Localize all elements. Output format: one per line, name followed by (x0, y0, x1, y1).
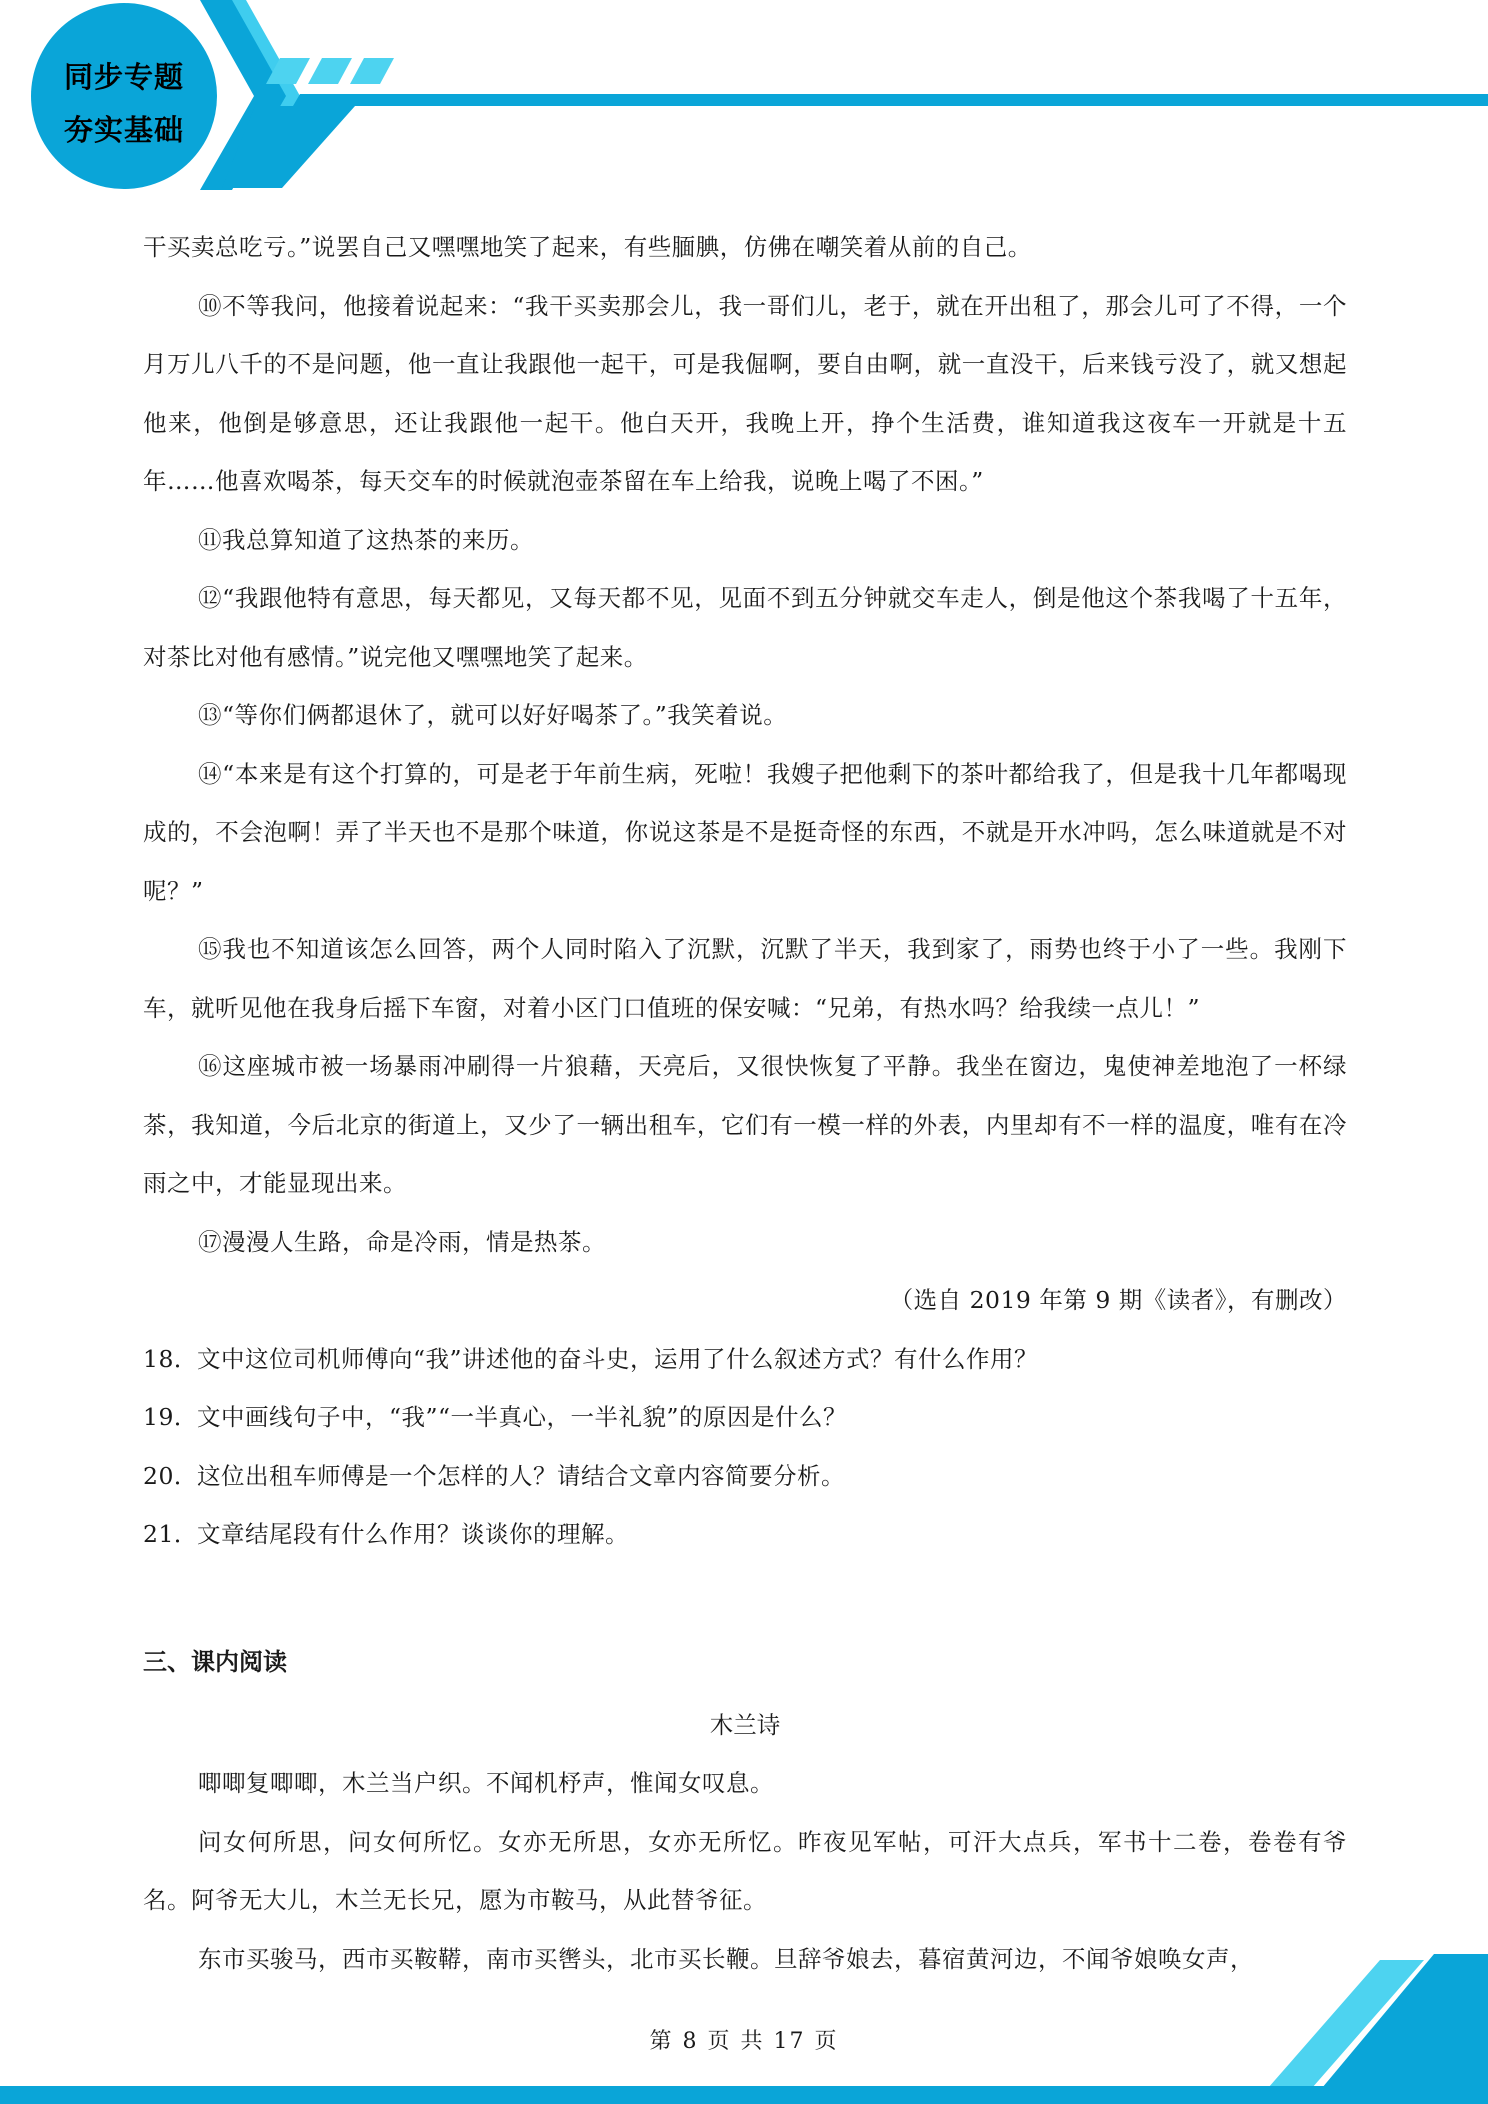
question-number: 20． (143, 1461, 198, 1490)
article-paragraph: 干买卖总吃亏。”说罢自己又嘿嘿地笑了起来，有些腼腆，仿佛在嘲笑着从前的自己。 (143, 233, 1032, 261)
article-paragraph: ⑬“等你们俩都退休了，就可以好好喝茶了。”我笑着说。 (198, 701, 788, 729)
article-paragraph: ⑭“本来是有这个打算的，可是老于年前生病，死啦！我嫂子把他剩下的茶叶都给我了，但是我十几年都喝现成的，不会泡啊！弄了半天也不是那个味道，你说这茶是不是挺奇怪的东西，不就是开水冲吗，怎么味道就是不对呢？” (143, 759, 1347, 905)
section-title: 三、课内阅读 (143, 1647, 287, 1676)
footer-bar (0, 2086, 1488, 2104)
article-paragraph: ⑪我总算知道了这热茶的来历。 (198, 525, 534, 554)
header-stripe-2 (308, 58, 352, 84)
article-source: （选自 2019 年第 9 期《读者》，有删改） (889, 1286, 1347, 1314)
badge-line-1: 同步专题 (63, 60, 184, 94)
question-number: 19． (143, 1403, 198, 1431)
poem-paragraph: 唧唧复唧唧，木兰当户织。不闻机杼声，惟闻女叹息。 (198, 1769, 774, 1797)
question-number: 21． (143, 1520, 198, 1548)
question-text: 文章结尾段有什么作用？谈谈你的理解。 (197, 1520, 629, 1548)
badge-line-2: 夯实基础 (63, 113, 184, 147)
article-paragraph: ⑩不等我问，他接着说起来：“我干买卖那会儿，我一哥们儿，老于，就在开出租了，那会儿可了不得，一个月万儿八千的不是问题，他一直让我跟他一起干，可是我倔啊，要自由啊，就一直没干，后来钱亏没了，就又想起他来，他倒是够意思，还让我跟他一起干。他白天开，我晚上开，挣个生活费，谁知道我这夜车一开就是十五年……他喜欢喝茶，每天交车的时候就泡壶茶留在车上给我，说晚上喝了不困。” (143, 291, 1347, 495)
page-number: 第 8 页 共 17 页 (649, 2029, 839, 2054)
header-line (293, 94, 1488, 106)
question-item (143, 1447, 1347, 1506)
header-stripe-3 (350, 58, 394, 84)
article-paragraph: ⑯这座城市被一场暴雨冲刷得一片狼藉，天亮后，又很快恢复了平静。我坐在窗边，鬼使神差地泡了一杯绿茶，我知道，今后北京的街道上，又少了一辆出租车，它们有一模一样的外表，内里却有不一样的温度，唯有在冷雨之中，才能显现出来。 (143, 1052, 1347, 1197)
header-badge-circle (31, 3, 217, 189)
question-item (143, 1388, 1347, 1447)
question-text: 文中画线句子中，“我”“一半真心，一半礼貌”的原因是什么？ (197, 1403, 848, 1431)
poem-paragraph: 东市买骏马，西市买鞍鞯，南市买辔头，北市买长鞭。旦辞爷娘去，暮宿黄河边，不闻爷娘唤女声， (198, 1944, 1254, 1973)
question-text: 这位出租车师傅是一个怎样的人？请结合文章内容简要分析。 (197, 1461, 845, 1490)
question-item (143, 1330, 1347, 1389)
page-content (143, 218, 1347, 1988)
header-banner (0, 0, 1488, 200)
question-item (143, 1505, 1347, 1564)
question-number: 18． (143, 1344, 198, 1373)
article-paragraph: ⑰漫漫人生路，命是冷雨，情是热茶。 (198, 1227, 606, 1256)
article-paragraph: ⑫“我跟他特有意思，每天都见，又每天都不见，见面不到五分钟就交车走人，倒是他这个茶我喝了十五年，对茶比对他有感情。”说完他又嘿嘿地笑了起来。 (143, 584, 1347, 671)
poem-paragraph: 问女何所思，问女何所忆。女亦无所思，女亦无所忆。昨夜见军帖，可汗大点兵，军书十二卷，卷卷有爷名。阿爷无大儿，木兰无长兄，愿为市鞍马，从此替爷征。 (143, 1827, 1347, 1914)
poem-title: 木兰诗 (709, 1710, 781, 1739)
question-text: 文中这位司机师傅向“我”讲述他的奋斗史，运用了什么叙述方式？有什么作用？ (197, 1344, 1039, 1373)
article-paragraph: ⑮我也不知道该怎么回答，两个人同时陷入了沉默，沉默了半天，我到家了，雨势也终于小了一些。我刚下车，就听见他在我身后摇下车窗，对着小区门口值班的保安喊：“兄弟，有热水吗？给我续一点儿！” (143, 935, 1347, 1022)
